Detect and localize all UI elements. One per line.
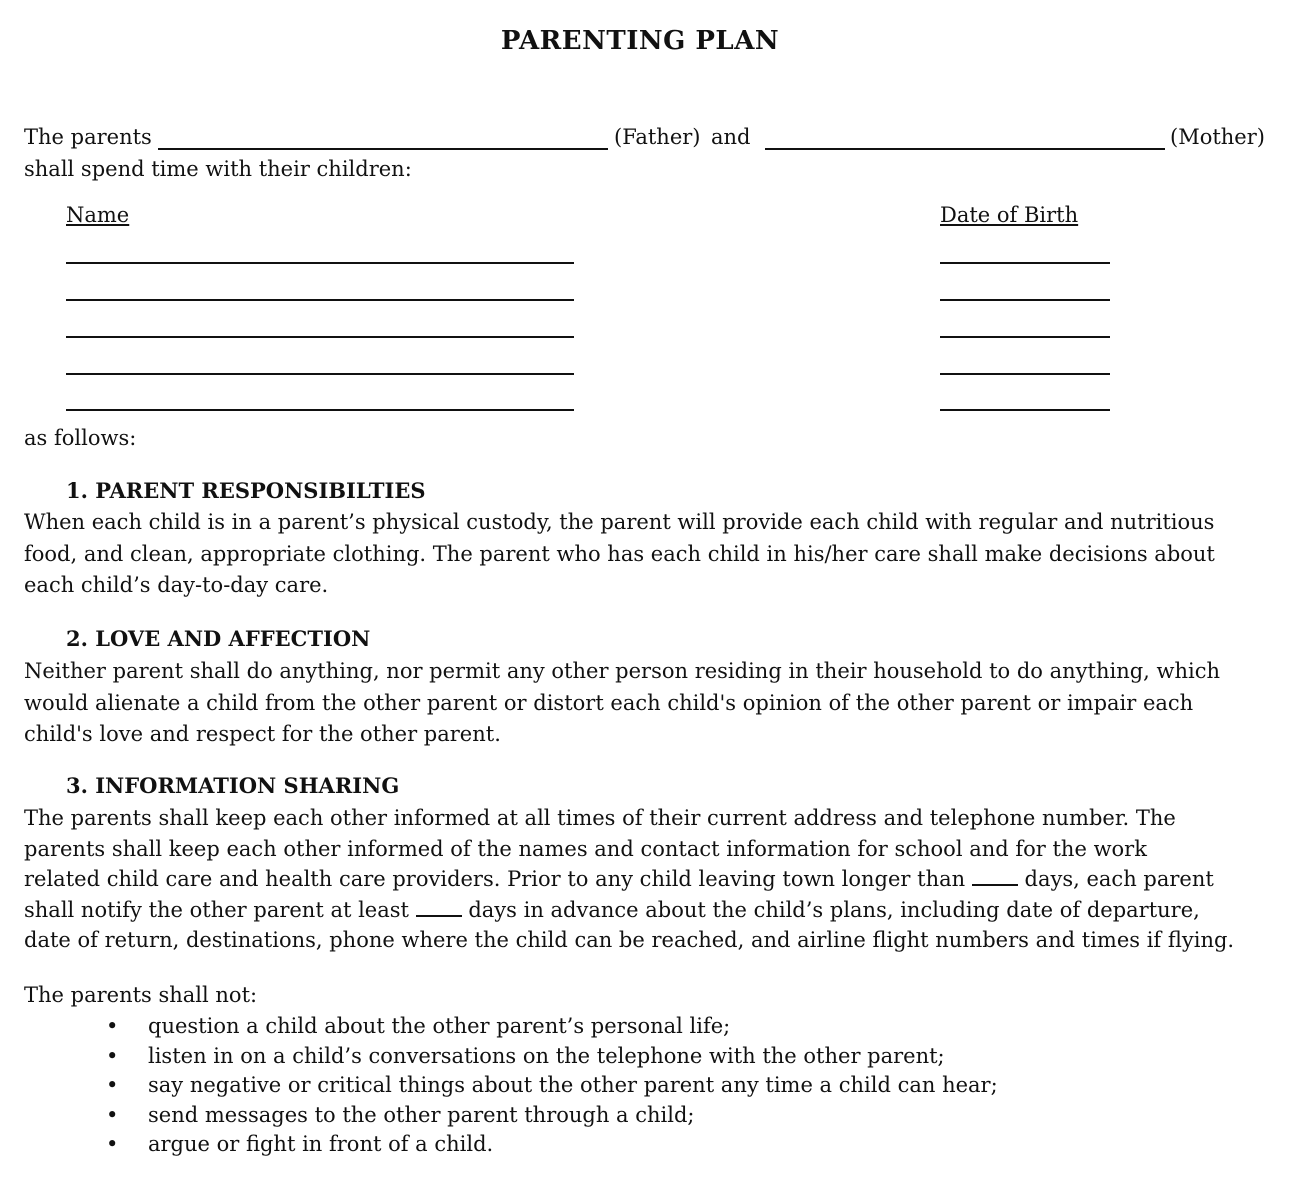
child-dob-line-1[interactable] bbox=[940, 262, 1110, 264]
intro-and: and bbox=[711, 125, 751, 149]
bullet-icon: • bbox=[106, 1102, 119, 1127]
section-2-line: would alienate a child from the other parent or distort each child's opinion of the other parent or impair each bbox=[24, 690, 1194, 715]
section-3-line: The parents shall keep each other informed at all times of their current address and telephone number. The bbox=[24, 806, 1176, 830]
page-title: PARENTING PLAN bbox=[500, 26, 780, 56]
child-name-line-4[interactable] bbox=[66, 373, 574, 375]
section-3-line-3b: days, each parent bbox=[1024, 867, 1214, 891]
section-1-body bbox=[24, 507, 1264, 602]
bullet-icon: • bbox=[106, 1073, 119, 1097]
section-1-line: food, and clean, appropriate clothing. The parent who has each child in his/her care shall make decisions about bbox=[24, 541, 1215, 566]
child-name-line-2[interactable] bbox=[66, 299, 574, 301]
intro-mother-label: (Mother) bbox=[1170, 125, 1265, 149]
section-3-line: date of return, destinations, phone where the child can be reached, and airline flight numbers and times if flying. bbox=[24, 928, 1235, 952]
child-dob-line-4[interactable] bbox=[940, 373, 1110, 375]
child-dob-line-5[interactable] bbox=[940, 409, 1110, 411]
shall-not-list bbox=[104, 1012, 998, 1160]
dob-header: Date of Birth bbox=[940, 203, 1079, 227]
child-name-line-5[interactable] bbox=[66, 409, 574, 411]
child-dob-line-2[interactable] bbox=[940, 299, 1110, 301]
section-3-line-4b: days in advance about the child’s plans, including date of departure, bbox=[468, 897, 1200, 922]
days-away-blank[interactable] bbox=[972, 866, 1018, 886]
section-1-line: When each child is in a parent’s physical custody, the parent will provide each child with regular and nutritious bbox=[24, 510, 1215, 534]
bullet-icon: • bbox=[106, 1132, 119, 1156]
list-item: • say negative or critical things about the other parent any time a child can hear; bbox=[104, 1071, 998, 1101]
intro-the-parents: The parents bbox=[24, 125, 152, 149]
bullet-icon: • bbox=[106, 1043, 119, 1068]
section-1-line: each child’s day-to-day care. bbox=[24, 573, 329, 597]
child-name-line-3[interactable] bbox=[66, 336, 574, 338]
list-item: • argue or fight in front of a child. bbox=[104, 1130, 998, 1160]
child-dob-line-3[interactable] bbox=[940, 336, 1110, 338]
child-name-line-1[interactable] bbox=[66, 262, 574, 264]
section-3-heading: 3. INFORMATION SHARING bbox=[66, 773, 400, 798]
list-item: • send messages to the other parent through a child; bbox=[104, 1101, 998, 1131]
intro-line-2: shall spend time with their children: bbox=[24, 157, 412, 181]
shall-not-intro: The parents shall not: bbox=[24, 983, 258, 1007]
section-3-line bbox=[24, 895, 1264, 926]
name-header: Name bbox=[66, 203, 130, 227]
father-name-line[interactable] bbox=[158, 148, 608, 150]
section-2-line: Neither parent shall do anything, nor permit any other person residing in their household to do anything, which bbox=[24, 659, 1221, 683]
section-3-line: parents shall keep each other informed of the names and contact information for school and for the work bbox=[24, 836, 1147, 861]
days-notice-blank[interactable] bbox=[416, 897, 462, 917]
section-2-line: child's love and respect for the other parent. bbox=[24, 722, 501, 746]
mother-name-line[interactable] bbox=[765, 148, 1165, 150]
list-item: • listen in on a child’s conversations on the telephone with the other parent; bbox=[104, 1042, 998, 1072]
section-3-body bbox=[24, 803, 1264, 956]
section-2-body bbox=[24, 656, 1264, 751]
section-1-heading: 1. PARENT RESPONSIBILTIES bbox=[66, 478, 426, 503]
section-3-line bbox=[24, 864, 1264, 895]
section-3-line-4a: shall notify the other parent at least bbox=[24, 897, 409, 922]
intro-father-label: (Father) bbox=[614, 125, 701, 149]
list-item: • question a child about the other parent’s personal life; bbox=[104, 1012, 998, 1042]
section-2-heading: 2. LOVE AND AFFECTION bbox=[66, 626, 371, 651]
as-follows: as follows: bbox=[24, 426, 137, 450]
section-3-line-3a: related child care and health care providers. Prior to any child leaving town longer than bbox=[24, 867, 966, 891]
bullet-icon: • bbox=[106, 1014, 119, 1038]
